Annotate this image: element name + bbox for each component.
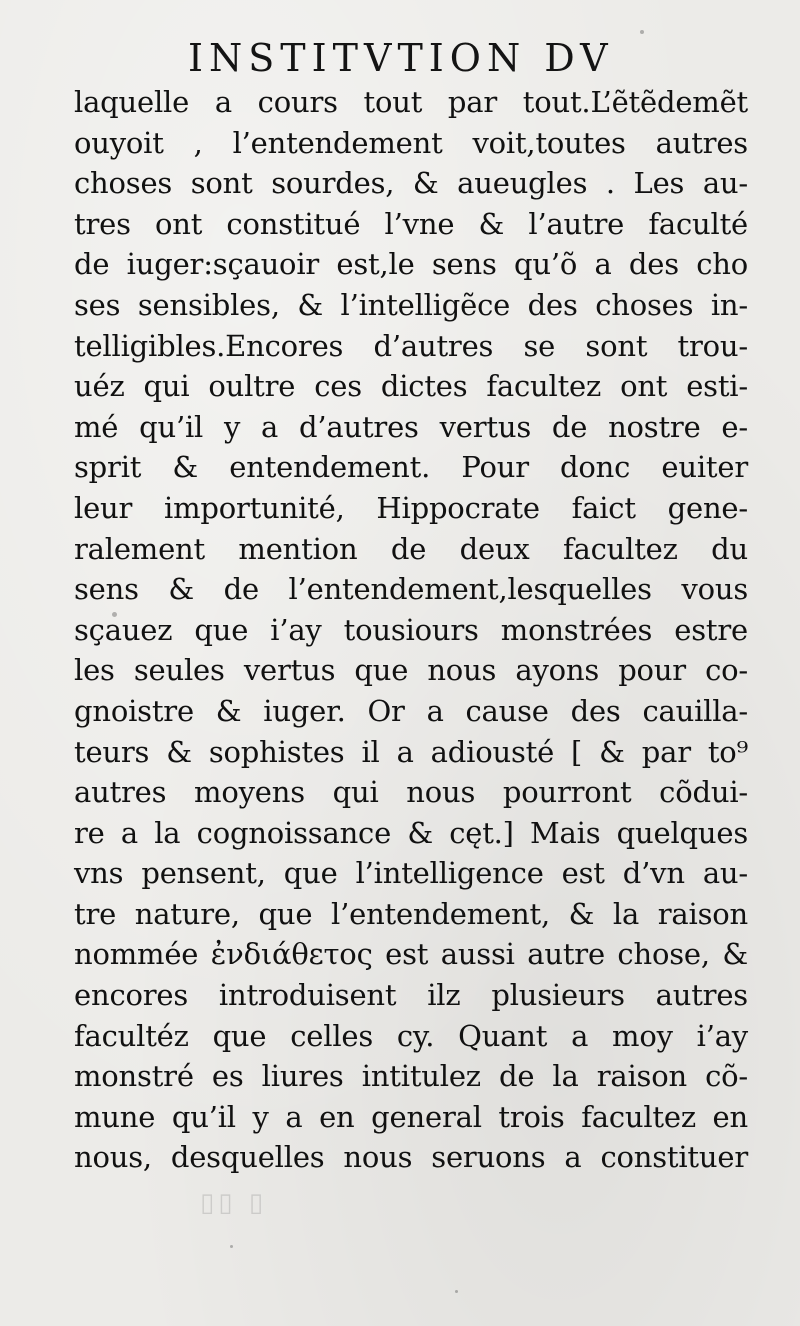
text-line: teurs & sophistes il a adiousté [ & par to⁹: [74, 734, 748, 769]
text-line: ses sensibles, & l’intelligẽce des choses in-: [74, 287, 748, 322]
show-through-marks: ▯▯ ▯: [200, 1188, 268, 1218]
text-line: mé qu’il y a d’autres vertus de nostre e-: [74, 409, 748, 444]
text-line: nous, desquelles nous seruons a constituer: [74, 1140, 748, 1175]
text-line: vns pensent, que l’intelligence est d’vn au-: [74, 856, 748, 891]
text-line: uéz qui oultre ces dictes facultez ont esti-: [74, 369, 748, 404]
text-line: tres ont constitué l’vne & l’autre faculté: [74, 206, 748, 241]
ink-speck: [230, 1245, 233, 1248]
text-line: mune qu’il y a en general trois facultez en: [74, 1099, 748, 1134]
ink-speck: [640, 30, 644, 34]
text-line: sens & de l’entendement,lesquelles vous: [74, 572, 748, 607]
body-text: [74, 82, 748, 1178]
ink-speck: [455, 1290, 458, 1293]
text-line: sçauez que i’ay tousiours monstrées estre: [74, 612, 748, 647]
text-line: laquelle a cours tout par tout.L’ẽtẽdemẽt: [74, 85, 748, 119]
running-title: INSTITVTION DV: [188, 36, 614, 80]
text-line: leur importunité, Hippocrate faict gene-: [74, 490, 748, 525]
text-line: re a la cognoissance & cęt.] Mais quelques: [74, 815, 748, 850]
text-line: ralement mention de deux facultez du: [74, 531, 748, 566]
text-line: choses sont sourdes, & aueugles . Les au-: [74, 166, 748, 201]
text-line: tre nature, que l’entendement, & la raison: [74, 896, 748, 931]
text-line: autres moyens qui nous pourront cõdui-: [74, 775, 748, 810]
text-line: sprit & entendement. Pour donc euiter: [74, 450, 748, 485]
text-line: de iuger:sçauoir est,le sens qu’õ a des cho: [74, 247, 748, 282]
text-line: ouyoit , l’entendement voit,toutes autres: [74, 125, 748, 160]
text-line: les seules vertus que nous ayons pour co-: [74, 653, 748, 688]
text-line: facultéz que celles cy. Quant a moy i’ay: [74, 1018, 748, 1053]
text-line: encores introduisent ilz plusieurs autres: [74, 978, 748, 1013]
text-line: telligibles.Encores d’autres se sont trou-: [74, 328, 748, 363]
text-line: nommée ἐνδιάθετος est aussi autre chose, &: [74, 937, 748, 972]
text-line: gnoistre & iuger. Or a cause des cauilla-: [74, 693, 748, 728]
text-line: monstré es liures intitulez de la raison cõ-: [74, 1059, 748, 1094]
